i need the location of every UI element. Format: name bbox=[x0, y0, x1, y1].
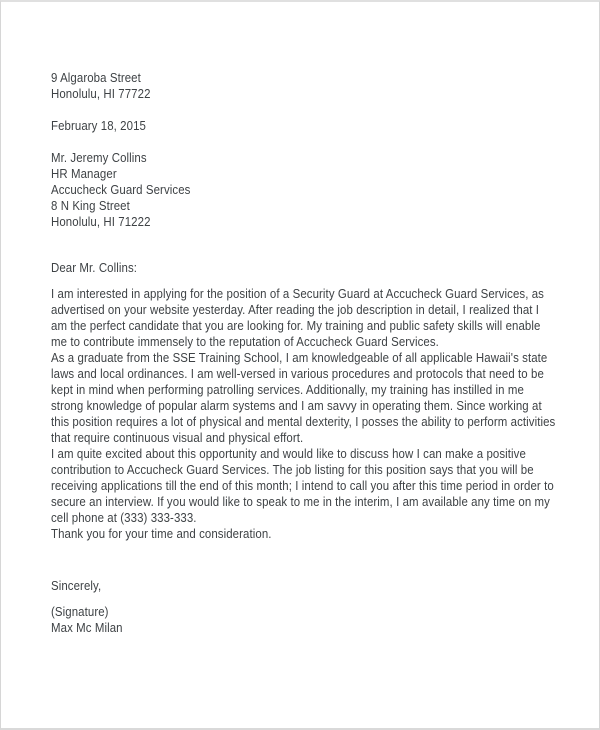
sender-address-block bbox=[51, 70, 556, 102]
sender-address-line: 9 Algaroba Street bbox=[51, 70, 141, 85]
signature-block bbox=[51, 604, 556, 636]
letter-content bbox=[51, 70, 556, 636]
body-paragraph-2: As a graduate from the SSE Training School, I am knowledgeable of all applicable Hawaii's state laws and local ordinances. I am well-versed in various procedures and protocols that need to be kept in mind when performing patrolling services. Additionally, my training has instilled in me strong knowledge of popular alarm systems and I am savvy in operating them. Since working at this position requires a lot of physical and mental dexterity, I posses the ability to perform activities that require continuous visual and physical effort. bbox=[51, 350, 556, 445]
salutation: Dear Mr. Collins: bbox=[51, 260, 138, 275]
date-block bbox=[51, 118, 556, 134]
recipient-city: Honolulu, HI 71222 bbox=[51, 214, 151, 229]
valediction-block bbox=[51, 578, 556, 594]
body-paragraph-1: I am interested in applying for the position of a Security Guard at Accucheck Guard Services, as advertised on your website yesterday. After reading the job description in detail, I realized that I am the perfect candidate that you are looking for. My training and public safety skills will enable me to contribute immensely to the reputation of Accucheck Guard Services. bbox=[51, 286, 544, 349]
thanks-block bbox=[51, 526, 556, 542]
recipient-address-block bbox=[51, 150, 556, 230]
recipient-title: HR Manager bbox=[51, 166, 117, 181]
recipient-company: Accucheck Guard Services bbox=[51, 182, 191, 197]
body-paragraph-3: I am quite excited about this opportunity and would like to discuss how I can make a positive contribution to Accucheck Guard Services. The job listing for this position says that you will be receiving applications till the end of this month; I intend to call you after this time period in order to secure an interview. If you would like to speak to me in the interim, I am available any time on my cell phone at (333) 333-333. bbox=[51, 446, 554, 525]
salutation-block bbox=[51, 260, 556, 276]
recipient-name: Mr. Jeremy Collins bbox=[51, 150, 147, 165]
signature-placeholder: (Signature) bbox=[51, 604, 109, 619]
letter-date: February 18, 2015 bbox=[51, 118, 146, 133]
sender-address-line: Honolulu, HI 77722 bbox=[51, 86, 151, 101]
thanks-line: Thank you for your time and consideration. bbox=[51, 526, 272, 541]
signature-name: Max Mc Milan bbox=[51, 620, 123, 635]
recipient-street: 8 N King Street bbox=[51, 198, 130, 213]
valediction: Sincerely, bbox=[51, 578, 102, 593]
